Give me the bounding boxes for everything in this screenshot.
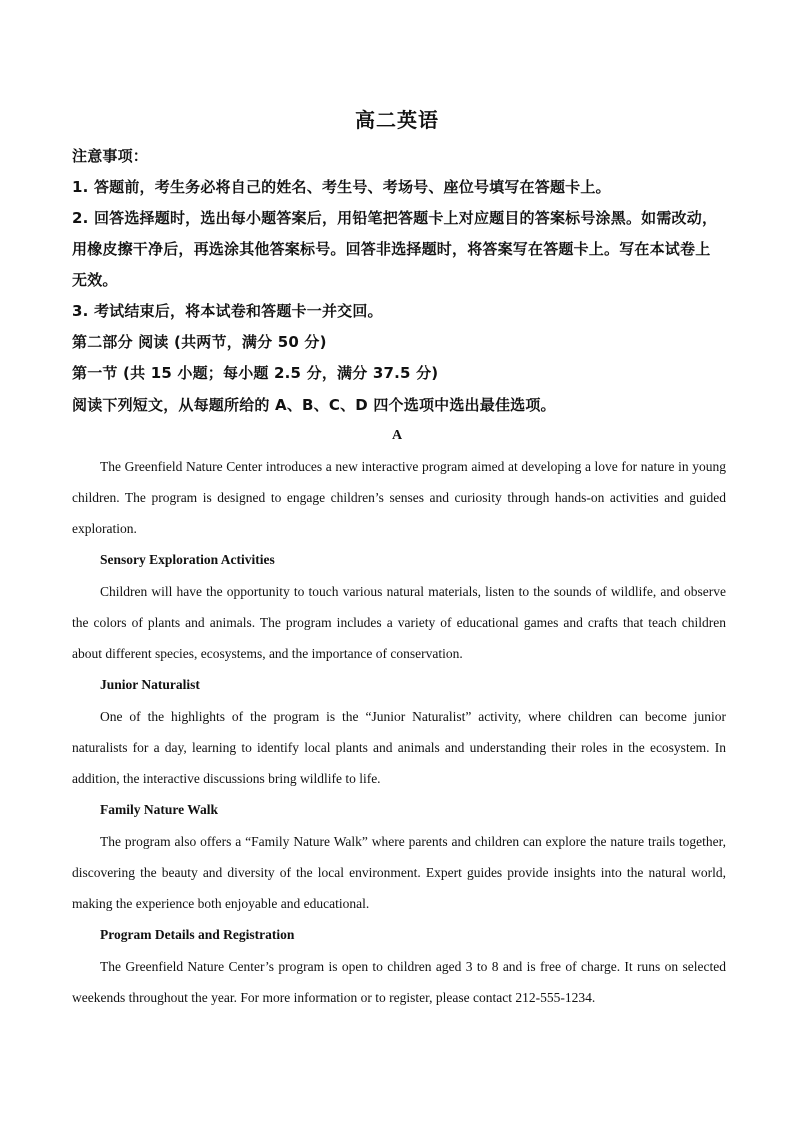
notes-item-3: 3. 考试结束后，将本试卷和答题卡一并交回。 [72, 302, 383, 320]
section-text-sensory: Children will have the opportunity to touch various natural materials, listen to the sounds of wildlife, and observe the colors of plants and animals. The program includes a variety of educational games and crafts that teach children about different species, ecosystems, and the importance of conservation. [72, 584, 726, 661]
part-heading: 第二部分 阅读 (共两节，满分 50 分) [72, 333, 327, 351]
notes-item-1: 1. 答题前，考生务必将自己的姓名、考生号、考场号、座位号填写在答题卡上。 [72, 178, 611, 196]
section-heading-sensory: Sensory Exploration Activities [100, 552, 275, 567]
section-text-junior: One of the highlights of the program is the “Junior Naturalist” activity, where children can become junior naturalists for a day, learning to identify local plants and animals and understanding their roles in the ecosystem. In addition, the interactive discussions bring wildlife to life. [72, 709, 726, 786]
section-heading-details: Program Details and Registration [100, 927, 295, 942]
section-heading-family: Family Nature Walk [100, 802, 219, 817]
section-heading: 第一节 (共 15 小题；每小题 2.5 分，满分 37.5 分) [72, 364, 439, 382]
page-title: 高二英语 [355, 108, 439, 132]
section-heading-junior: Junior Naturalist [100, 677, 200, 692]
notes-item-2: 2. 回答选择题时，选出每小题答案后，用铅笔把答题卡上对应题目的答案标号涂黑。如需改动，用橡皮擦干净后，再选涂其他答案标号。回答非选择题时，将答案写在答题卡上。写在本试卷上无效。 [72, 209, 718, 289]
instruction: 阅读下列短文，从每题所给的 A、B、C、D 四个选项中选出最佳选项。 [72, 396, 556, 414]
notes-heading: 注意事项： [72, 147, 149, 165]
passage-label: A [391, 428, 403, 443]
passage-intro: The Greenfield Nature Center introduces a new interactive program aimed at developing a love for nature in young children. The program is designed to engage children’s senses and curiosity through hands-on activities and guided exploration. [72, 459, 726, 536]
section-text-family: The program also offers a “Family Nature Walk” where parents and children can explore the nature trails together, discovering the beauty and diversity of the local environment. Expert guides provide insights into the natural world, making the experience both enjoyable and educational. [72, 834, 726, 911]
section-text-details: The Greenfield Nature Center’s program is open to children aged 3 to 8 and is free of charge. It runs on selected weekends throughout the year. For more information or to register, please contact 212-555-1234. [72, 959, 726, 1005]
